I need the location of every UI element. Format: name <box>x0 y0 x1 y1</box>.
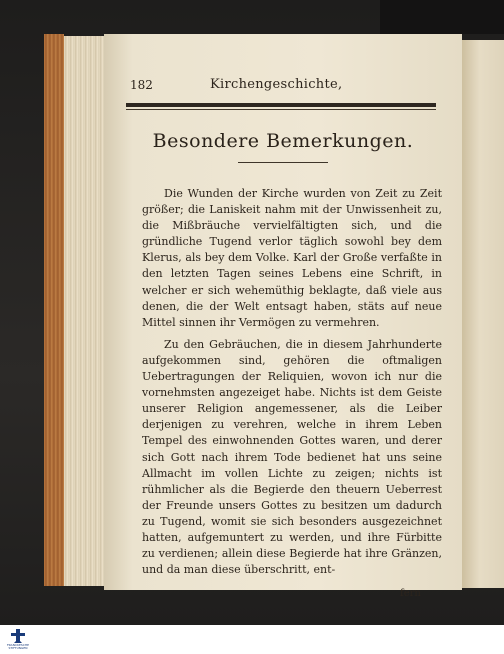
logo-caption: FRANCKESCHE STIFTUNGEN <box>6 643 30 651</box>
running-title: Kirchengeschichte, <box>210 77 343 92</box>
adjacent-page <box>462 40 504 588</box>
paragraph: Die Wunden der Kirche wurden von Zeit zu Zeit größer; die Laniskeit nahm mit der Unwissenheit zu, die Mißbräuche vervielfältigten sich, und die gründliche Tugend verlor täglich sowohl bey dem Klerus, als bey dem Volke. Karl der Große verfaßte in den letzten Tagen seines Lebens eine Schrift, in welcher er sich wehemüthig beklagte, daß viele aus denen, die der Welt entsagt haben, stäts auf neue Mittel sinnen ihr Vermögen zu vermehren. <box>142 187 442 329</box>
franckesche-logo-icon <box>4 628 32 644</box>
header-rule-thin <box>126 109 436 110</box>
header-rule <box>126 103 436 107</box>
scan-background-strip <box>380 0 504 34</box>
page-header <box>130 78 430 96</box>
book-spine-edge <box>44 34 64 586</box>
paragraph: Zu den Gebräuchen, die in diesem Jahrhunderte aufgekommen sind, gehören die oftmaligen Uebertragungen der Reliquien, wovon ich nur die vornehmsten angezeiget habe. Nichts ist dem Geiste unserer Religion angemessener, als die Leiber derjenigen zu verehren, welche in ihrem Leben Tempel des einwohnenden Gottes waren, und derer sich Gott nach ihrem Tode bedienet hat uns seine Allmacht im vollen Lichte zu zeigen; nichts ist rühmlicher als die Begierde den theuern Ueberrest der Freunde unsers Gottes zu besitzen um dadurch zu Tugend, womit sie sich besonders ausgezeichnet hatten, aufgemuntert zu werden, und ihre Fürbitte zu verdienen; allein diese Begierde hat ihre Gränzen, und da man diese überschritt, ent- <box>142 337 442 577</box>
viewer-footer <box>0 625 504 654</box>
body-text <box>142 186 442 578</box>
page-number: 182 <box>130 78 153 92</box>
book-page <box>104 34 462 599</box>
library-logo[interactable] <box>4 628 32 652</box>
heading-rule <box>238 162 328 163</box>
catchword: fern <box>400 588 421 599</box>
section-heading: Besondere Bemerkungen. <box>152 130 414 152</box>
